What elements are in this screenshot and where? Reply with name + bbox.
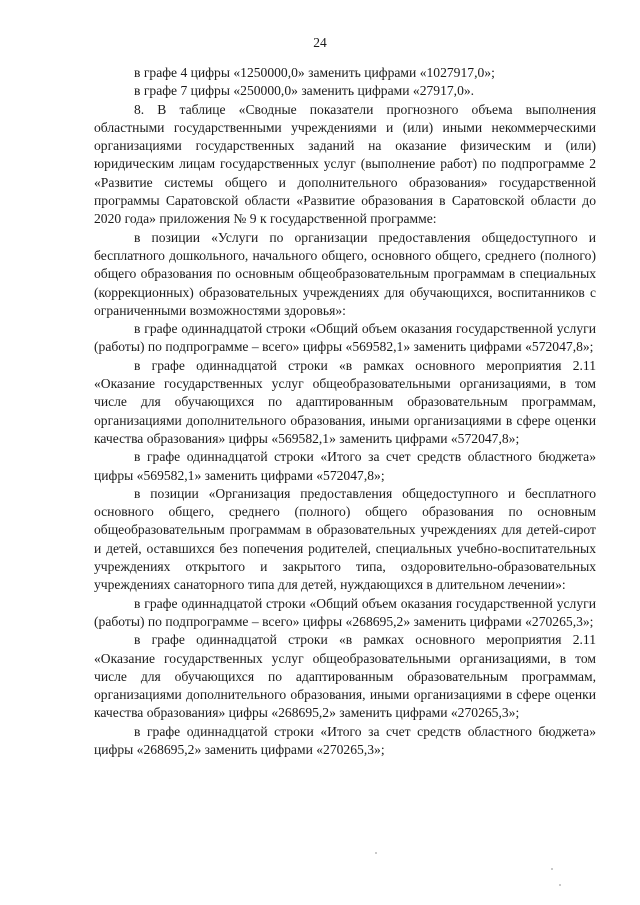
scan-artifact (551, 868, 553, 870)
paragraph-regional-budget-2: в графе одиннадцатой строки «Итого за счет средств областного бюджета» цифры «268695,2» заменить цифрами «270265,3»; (94, 723, 596, 757)
paragraph-graph-7: в графе 7 цифры «250000,0» заменить цифрами «27917,0». (134, 83, 475, 99)
paragraph-graph-4: в графе 4 цифры «1250000,0» заменить цифрами «1027917,0»; (134, 65, 495, 80)
paragraph-total-volume-2: в графе одиннадцатой строки «Общий объем оказания государственной услуги (работы) по подпрограмме – всего» цифры «268695,2» заменить цифрами «270265,3»; (94, 595, 596, 629)
paragraph-position-orphan-schools: в позиции «Организация предоставления общедоступного и бесплатного основного общего, среднего (полного) общего образования по основным общеобразовательным программам в образовательных учреждениях для детей-сирот и детей, оставшихся без попечения родителей, специальных учебно-воспитательных учреждениях открытого и закрытого типа, оздоровительно-образовательных учреждениях санаторного типа для детей, нуждающихся в длительном лечении»: (94, 485, 596, 593)
paragraph-item-8: 8. В таблице «Сводные показатели прогнозного объема выполнения областными государственными учреждениями и (или) иными некоммерческими организациями государственных заданий на оказание физическим и (или) юридическим лицам государственных услуг (выполнение работ) по подпрограмме 2 «Развитие системы общего и дополнительного образования» государственной программы Саратовской области «Развитие образования в Саратовской области до 2020 года» приложения № 9 к государственной программе: (94, 101, 596, 227)
paragraph-activity-2-11-2: в графе одиннадцатой строки «в рамках основного мероприятия 2.11 «Оказание государственных услуг общеобразовательными организациями, в том числе для обучающихся по адаптированным образовательным программам, организациями дополнительного образования, иными организациями в сфере оценки качества образования» цифры «268695,2» заменить цифрами «270265,3»; (94, 632, 596, 721)
page-number: 24 (313, 35, 327, 50)
document-body (94, 64, 596, 759)
paragraph-total-volume-1: в графе одиннадцатой строки «Общий объем оказания государственной услуги (работы) по подпрограмме – всего» цифры «569582,1» заменить цифрами «572047,8»; (94, 321, 596, 355)
paragraph-regional-budget-1: в графе одиннадцатой строки «Итого за счет средств областного бюджета» цифры «569582,1» заменить цифрами «572047,8»; (94, 449, 596, 483)
paragraph-activity-2-11-1: в графе одиннадцатой строки «в рамках основного мероприятия 2.11 «Оказание государственных услуг общеобразовательными организациями, в том числе для обучающихся по адаптированным образовательным программам, организациями дополнительного образования, иными организациями в сфере оценки качества образования» цифры «569582,1» заменить цифрами «572047,8»; (94, 357, 596, 446)
paragraph-position-special-schools: в позиции «Услуги по организации предоставления общедоступного и бесплатного дошкольного, начального общего, основного общего, среднего (полного) общего образования по основным общеобразовательным программам в специальных (коррекционных) образовательных учреждениях для обучающихся, воспитанников с ограниченными возможностями здоровья»: (94, 229, 596, 318)
scan-artifact (559, 884, 561, 886)
scan-artifact (375, 852, 377, 854)
